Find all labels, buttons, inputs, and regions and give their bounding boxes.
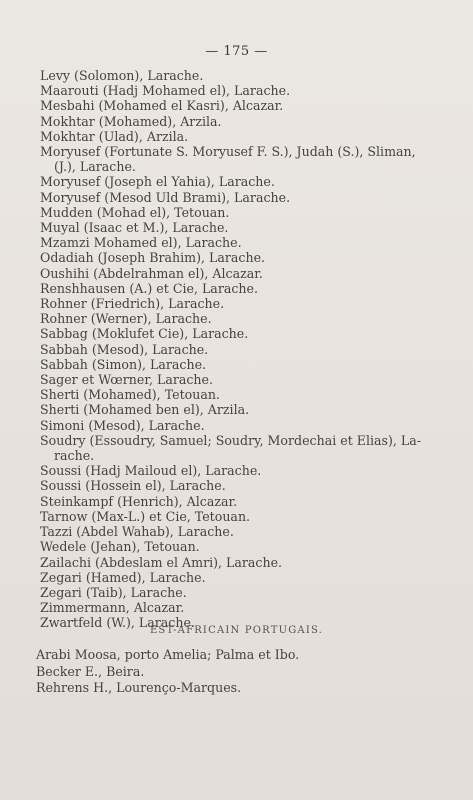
entry-text: Wedele (Jehan), Tetouan.: [40, 539, 200, 555]
list-item: [40, 600, 435, 615]
list-item: [40, 235, 435, 250]
list-item: [40, 539, 435, 554]
list-item: [40, 296, 435, 311]
entry-text: Sherti (Mohamed), Tetouan.: [40, 387, 220, 403]
list-item: [40, 387, 435, 402]
entry-text: Becker E., Beira.: [36, 663, 145, 679]
entry-text: Sager et Wœrner, Larache.: [40, 372, 213, 388]
entry-text: Sherti (Mohamed ben el), Arzila.: [40, 402, 250, 418]
list-item: [40, 509, 435, 524]
list-item: [40, 372, 435, 387]
entry-text: Sabbah (Simon), Larache.: [40, 356, 207, 372]
list-item: [40, 402, 435, 417]
list-item: [40, 220, 435, 235]
entry-text: Mokhtar (Mohamed), Arzila.: [40, 113, 222, 129]
entry-text: Soussi (Hossein el), Larache.: [40, 478, 226, 494]
entry-text: Arabi Moosa, porto Amelia; Palma et Ibo.: [36, 647, 300, 662]
entry-text: Rohner (Werner), Larache.: [40, 311, 212, 327]
section-directory-list: [36, 647, 436, 697]
entry-text: Steinkampf (Henrich), Alcazar.: [40, 493, 238, 509]
entry-text: Sabbag (Moklufet Cie), Larache.: [40, 326, 249, 342]
entry-text: Rohner (Friedrich), Larache.: [40, 296, 225, 312]
entry-text: Zwartfeld (W.), Larache.: [40, 615, 195, 631]
entry-text: Zegari (Taib), Larache.: [40, 584, 187, 600]
entry-text: Tarnow (Max-L.) et Cie, Tetouan.: [40, 508, 251, 524]
list-item: [40, 418, 435, 433]
entry-text: Zailachi (Abdeslam el Amri), Larache.: [40, 554, 283, 570]
entry-text: Moryusef (Fortunate S. Moryusef F. S.), Judah (S.), Sliman,: [40, 144, 416, 160]
list-item: [40, 250, 435, 265]
entry-text: Mesbahi (Mohamed el Kasri), Alcazar.: [40, 98, 284, 114]
list-item: [40, 478, 435, 493]
entry-text: Zimmermann, Alcazar.: [40, 600, 185, 616]
entry-text: Muyal (Isaac et M.), Larache.: [40, 220, 229, 236]
list-item: [40, 190, 435, 205]
list-item: [40, 555, 435, 570]
entry-text: Oushihi (Abdelrahman el), Alcazar.: [40, 265, 263, 281]
list-item: [40, 174, 435, 189]
list-item: [40, 281, 435, 296]
list-item: [40, 433, 435, 463]
entry-text: Maarouti (Hadj Mohamed el), Larache.: [40, 83, 291, 99]
entry-text: Tazzi (Abdel Wahab), Larache.: [40, 524, 234, 540]
list-item: [40, 98, 435, 113]
entry-text: Soussi (Hadj Mailoud el), Larache.: [40, 463, 262, 479]
directory-list: [40, 68, 435, 631]
list-item: [40, 114, 435, 129]
list-item: [40, 68, 435, 83]
list-item: [40, 129, 435, 144]
entry-continuation: rache.: [54, 448, 95, 464]
list-item: [40, 357, 435, 372]
entry-text: Soudry (Essoudry, Samuel; Soudry, Mordechai et Elias), La-: [40, 432, 422, 448]
entry-text: Sabbah (Mesod), Larache.: [40, 341, 209, 357]
entry-continuation: (J.), Larache.: [54, 159, 136, 175]
list-item: [40, 311, 435, 326]
list-item: [40, 585, 435, 600]
entry-text: Zegari (Hamed), Larache.: [40, 569, 206, 585]
page-number: — 175 —: [205, 44, 268, 59]
list-item: [40, 144, 435, 174]
list-item: [40, 205, 435, 220]
list-item: [36, 664, 436, 681]
list-item: [40, 463, 435, 478]
entry-text: Moryusef (Joseph el Yahia), Larache.: [40, 174, 275, 190]
list-item: [40, 326, 435, 341]
entry-text: Rehrens H., Lourenço-Marques.: [36, 680, 242, 695]
list-item: [36, 647, 436, 664]
entry-text: Simoni (Mesod), Larache.: [40, 417, 205, 433]
entry-text: Mudden (Mohad el), Tetouan.: [40, 204, 230, 220]
list-item: [36, 680, 436, 697]
entry-text: Odadiah (Joseph Brahim), Larache.: [40, 250, 266, 266]
section-heading: EST-AFRICAIN PORTUGAIS.: [149, 625, 324, 636]
list-item: [40, 342, 435, 357]
entry-text: Mokhtar (Ulad), Arzila.: [40, 128, 189, 144]
list-item: [40, 83, 435, 98]
entry-text: Moryusef (Mesod Uld Brami), Larache.: [40, 189, 291, 205]
entry-text: Levy (Solomon), Larache.: [40, 68, 204, 83]
list-item: [40, 570, 435, 585]
entry-text: Renshhausen (A.) et Cie, Larache.: [40, 280, 258, 296]
entry-text: Mzamzi Mohamed el), Larache.: [40, 235, 242, 251]
list-item: [40, 494, 435, 509]
list-item: [40, 266, 435, 281]
list-item: [40, 524, 435, 539]
